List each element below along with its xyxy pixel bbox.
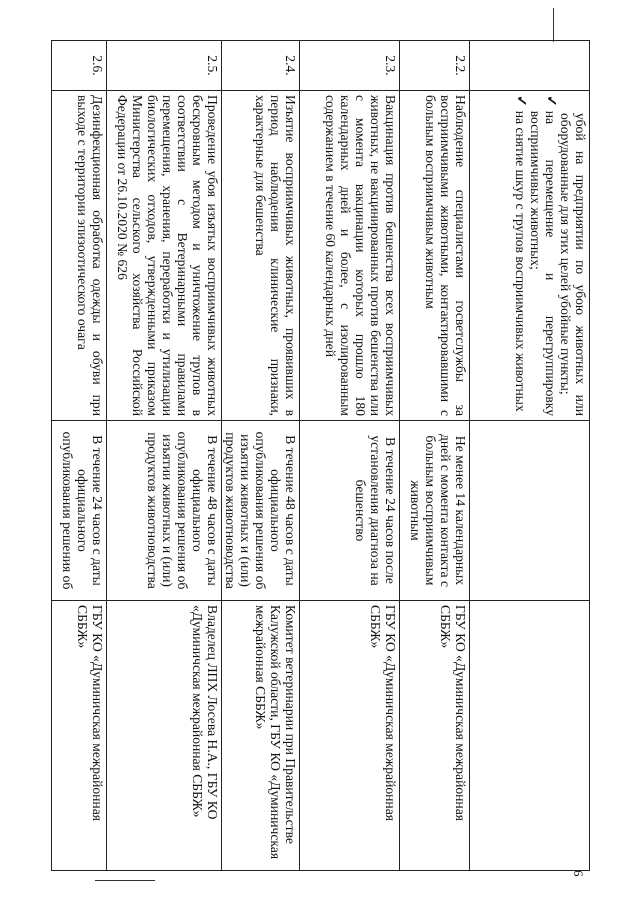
responsible-cell: Комитет ветеринарии при Правительстве Калужской области, ГБУ КО «Думиничская межрайонная СББЖ»	[222, 601, 300, 871]
deadline-cell	[470, 421, 590, 601]
table-row	[300, 41, 400, 871]
action-cell: Вакцинация против бешенства всех восприимчивых животных, не вакцинированных против бешенства или с момента вакцинации которых прошло 180 календарных дней и более, с изолированным содержанием в течение 60 календарных дней	[300, 91, 400, 421]
table-row	[470, 41, 590, 871]
list-item	[528, 95, 558, 416]
responsible-cell: ГБУ КО «Думиничская межрайонная СББЖ»	[400, 601, 470, 871]
row-number: 2.3.	[300, 41, 400, 91]
measures-table	[51, 40, 590, 871]
list-item-text: на перемещение и перегруппировку восприимчивых животных;	[528, 110, 558, 416]
row-number: 2.2.	[400, 41, 470, 91]
continuation-text: убой на предприятии по убою животных или оборудованные для этих целей убойные пункты;	[558, 113, 588, 416]
responsible-cell: ГБУ КО «Думиничская межрайонная СББЖ»	[52, 601, 107, 871]
responsible-cell: Владелец ЛПХ Лосева Н.А., ГБУ КО «Думиничская межрайонная СББЖ»	[107, 601, 222, 871]
deadline-cell: Не менее 14 календарных дней с момента контакта с больным восприимчивым животным	[400, 421, 470, 601]
check-icon: ✓	[513, 95, 528, 107]
row-number: 2.5.	[107, 41, 222, 91]
row-number: 2.4.	[222, 41, 300, 91]
deadline-cell: В течение 24 часов после установления диагноза на бешенство	[300, 421, 400, 601]
list-item-text: на снятие шкур с трупов восприимчивых животных	[513, 110, 528, 412]
action-cell: Дезинфекционная обработка одежды и обуви при выходе с территории эпизоотического очага	[52, 91, 107, 421]
check-icon: ✓	[543, 95, 558, 107]
action-cell	[470, 91, 590, 421]
responsible-cell: ГБУ КО «Думиничская межрайонная СББЖ»	[300, 601, 400, 871]
action-cell: Изъятие восприимчивых животных, проявивших в период наблюдения клинические признаки, характерные для бешенства	[222, 91, 300, 421]
rotated-page	[60, 40, 590, 870]
deadline-cell: В течение 24 часов с даты официального опубликования решения об	[52, 421, 107, 601]
responsible-cell	[470, 601, 590, 871]
row-number: 2.6.	[52, 41, 107, 91]
deadline-cell: В течение 48 часов с даты официального опубликования решения об изъятии животных и (или) продуктов животноводства	[107, 421, 222, 601]
scan-mark-bottom	[95, 880, 155, 881]
row-number	[470, 41, 590, 91]
page-number: 6	[571, 870, 586, 877]
table-row	[107, 41, 222, 871]
scan-mark-top	[553, 8, 554, 42]
list-item	[513, 95, 528, 416]
table-row	[52, 41, 107, 871]
table-row	[400, 41, 470, 871]
action-cell: Наблюдение специалистами госветслужбы за восприимчивыми животными, контактировавшими с больным восприимчивым животным	[400, 91, 470, 421]
action-cell: Проведение убоя изъятых восприимчивых животных бескровным методом и уничтожение трупов в соответствии с Ветеринарными правилами перемещения, хранения, переработки и утилизации биологических отходов, утвержденными приказом Министерства сельского хозяйства Российской Федерации от 26.10.2020 № 626	[107, 91, 222, 421]
deadline-cell: В течение 48 часов с даты официального опубликования решения об изъятии животных и (или) продуктов животноводства	[222, 421, 300, 601]
table-row	[222, 41, 300, 871]
